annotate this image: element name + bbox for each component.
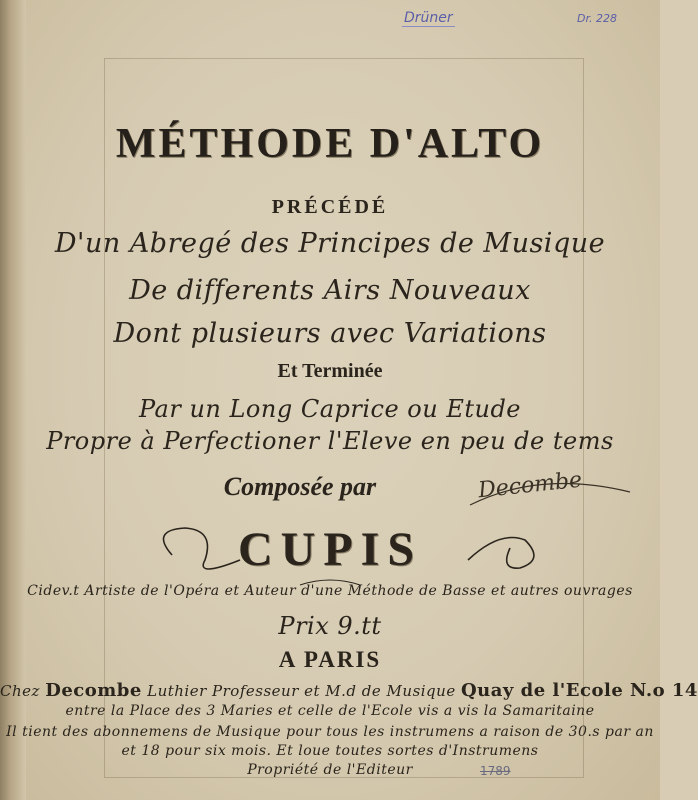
price: Prix 9.tt bbox=[278, 612, 382, 640]
property-notice: Propriété de l'Editeur bbox=[247, 762, 413, 778]
chez-prefix: Chez bbox=[0, 682, 40, 700]
owner-mark: Drüner bbox=[404, 10, 453, 26]
publisher-line bbox=[0, 680, 698, 701]
contents-line-5: Propre à Perfectioner l'Eleve en peu de tems bbox=[46, 427, 614, 455]
publisher-city: A PARIS bbox=[278, 647, 382, 672]
publisher-address-1: entre la Place des 3 Maries et celle de l'Ecole vis a vis la Samaritaine bbox=[65, 703, 595, 719]
author-credentials: Cidev.t Artiste de l'Opéra et Auteur d'une Méthode de Basse et autres ouvrages bbox=[27, 583, 633, 599]
contents-line-4: Par un Long Caprice ou Etude bbox=[138, 395, 522, 423]
publisher-address-3: et 18 pour six mois. Et loue toutes sortes d'Instrumens bbox=[121, 743, 539, 759]
page-title: MÉTHODE D'ALTO bbox=[115, 121, 545, 167]
ending-heading: Et Terminée bbox=[277, 360, 383, 382]
handwritten-signature: Decombe bbox=[476, 467, 584, 504]
publisher-name: Decombe bbox=[45, 680, 142, 701]
composed-by: Composée par bbox=[223, 472, 377, 501]
year-mark: 1789 bbox=[480, 764, 511, 778]
contents-line-2: De differents Airs Nouveaux bbox=[129, 275, 531, 306]
publisher-quay: Quay de l'Ecole N.o 14 bbox=[460, 680, 698, 701]
shelf-mark: Dr. 228 bbox=[577, 12, 617, 25]
preceded-heading: PRÉCÉDÉ bbox=[271, 196, 389, 218]
contents-line-1: D'un Abregé des Principes de Musique bbox=[54, 228, 606, 259]
publisher-title: Luthier Professeur et M.d de Musique bbox=[147, 682, 456, 700]
publisher-address-2: Il tient des abonnemens de Musique pour tous les instrumens a raison de 30.s par an bbox=[6, 724, 654, 740]
author-name: CUPIS bbox=[237, 523, 423, 576]
contents-line-3: Dont plusieurs avec Variations bbox=[113, 318, 547, 349]
